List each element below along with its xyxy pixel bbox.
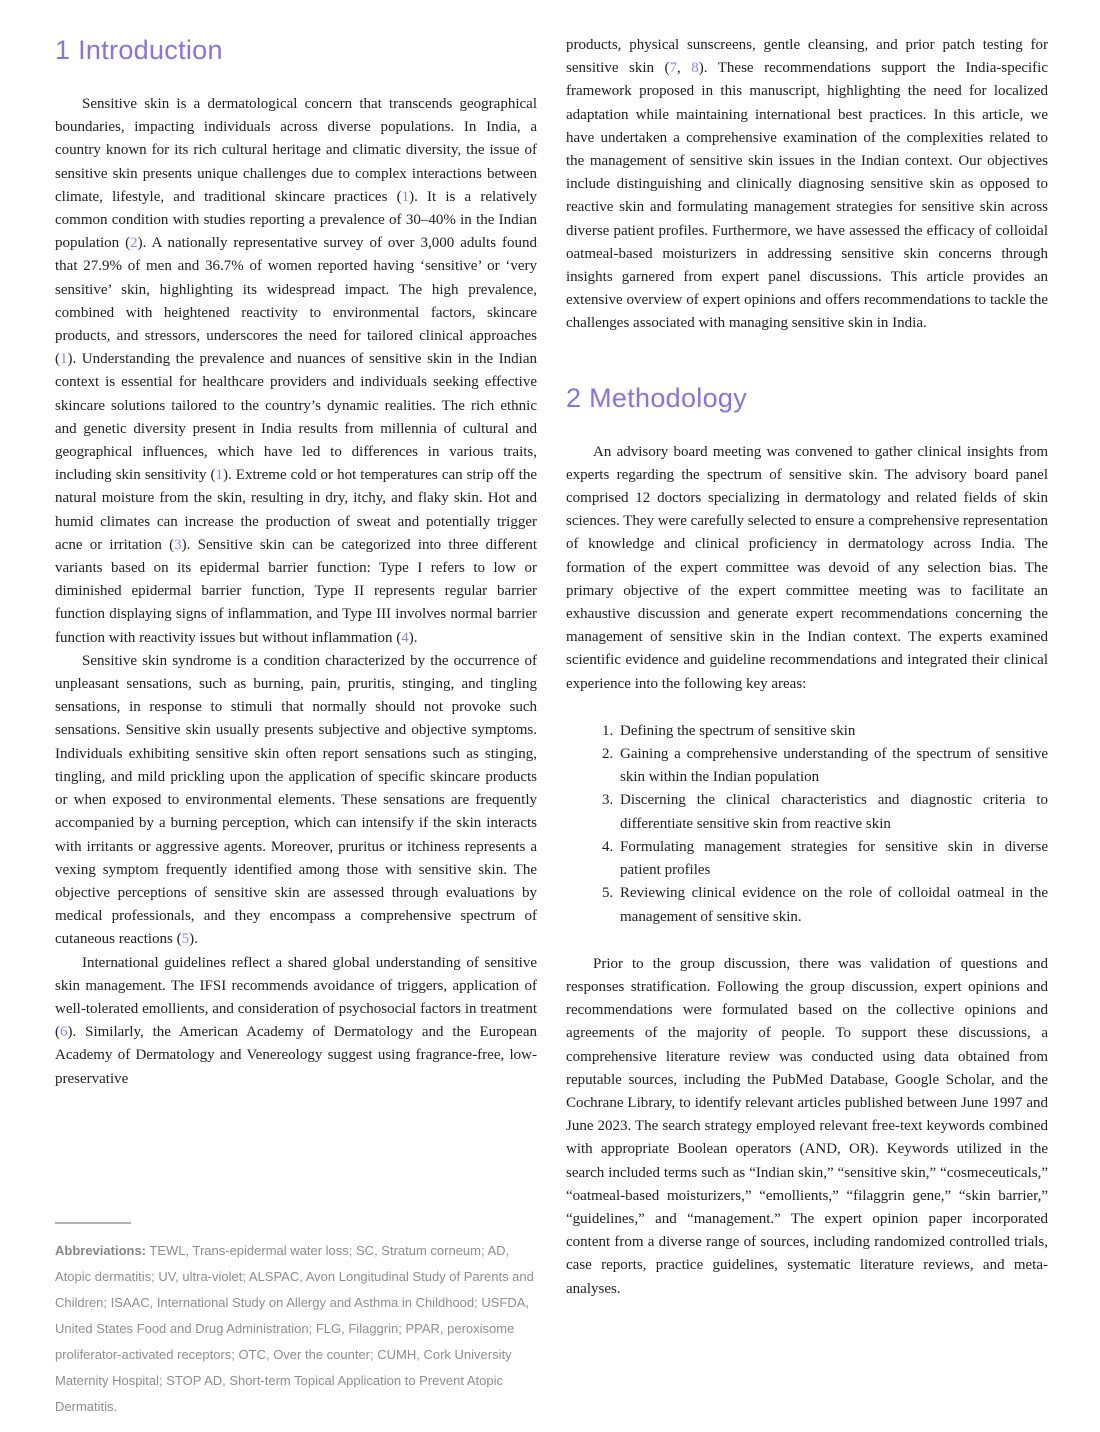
key-area-item-1: 1. Defining the spectrum of sensitive skin <box>617 720 1048 743</box>
left-column <box>55 34 537 1432</box>
introduction-paragraph-3 <box>55 952 537 1091</box>
abbreviations-body: TEWL, Trans-epidermal water loss; SC, Stratum corneum; AD, Atopic dermatitis; UV, ultra-violet; ALSPAC, Avon Longitudinal Study of Parents and Children; ISAAC, International Study on Allergy and Asthma in Childhood; USFDA, United States Food and Drug Administration; FLG, Filaggrin; PPAR, peroxisome proliferator-activated receptors; OTC, Over the counter; CUMH, Cork University Maternity Hospital; STOP AD, Short-term Topical Application to Prevent Atopic Dermatitis. <box>55 1243 534 1414</box>
section-heading-methodology: 2 Methodology <box>566 382 748 413</box>
text-run: ). These recommendations support the India-specific framework proposed in this manuscript, highlighting the need for localized adaptation while maintaining international best practices. In this article, we have undertaken a comprehensive examination of the complexities related to the management of sensitive skin issues in the Indian context. Our objectives include distinguishing and clinically diagnosing sensitive skin as opposed to reactive skin and formulating management strategies for sensitive skin across diverse patient profiles. Furthermore, we have assessed the efficacy of colloidal oatmeal-based moisturizers in addressing sensitive skin concerns through insights garnered from expert panel discussions. This article provides an extensive overview of expert opinions and offers recommendations to tackle the challenges associated with managing sensitive skin in India. <box>566 60 1049 332</box>
key-area-item-2: 2. Gaining a comprehensive understanding of the spectrum of sensitive skin within the Indian population <box>617 743 1048 789</box>
key-area-item-5: 5. Reviewing clinical evidence on the role of colloidal oatmeal in the management of sensitive skin. <box>617 882 1048 928</box>
abbreviations-label: Abbreviations: <box>55 1243 147 1258</box>
citation-link[interactable]: 3 <box>174 536 182 553</box>
abbreviations-text <box>55 1238 537 1420</box>
key-areas-list <box>566 720 1048 929</box>
text-run: ). <box>408 629 418 646</box>
closing-paragraph <box>566 953 1048 1301</box>
footnote-divider <box>55 1222 131 1224</box>
introduction-paragraph-1 <box>55 93 537 650</box>
citation-link[interactable]: 1 <box>401 188 410 205</box>
text-run: International guidelines reflect a shared global understanding of sensitive skin management. The IFSI recommends avoidance of triggers, application of well-tolerated emollients, and consideration of psychosocial factors in treatment ( <box>55 954 537 1041</box>
citation-link[interactable]: 1 <box>60 351 68 368</box>
citation-link[interactable]: 4 <box>401 629 409 646</box>
methodology-paragraph <box>566 441 1048 696</box>
key-area-item-3: 3. Discerning the clinical characteristics and diagnostic criteria to differentiate sensitive skin from reactive skin <box>617 789 1048 835</box>
key-area-item-4: 4. Formulating management strategies for sensitive skin in diverse patient profiles <box>617 836 1048 882</box>
citation-link[interactable]: 5 <box>181 931 190 948</box>
text-run: products, physical sunscreens, gentle cleansing, and prior patch testing for sensitive skin ( <box>566 37 1048 77</box>
text-run: ). Extreme cold or hot temperatures can strip off the natural moisture from the skin, resulting in dry, itchy, and flaky skin. Hot and humid climates can increase the production of sweat and potentially trigger acne or irritation ( <box>55 467 537 553</box>
continuation-paragraph <box>566 34 1048 336</box>
citation-link[interactable]: 6 <box>60 1024 68 1041</box>
text-run: ). Similarly, the American Academy of Dermatology and the European Academy of Dermatology and Venereology suggest using fragrance-free, low-preservative <box>55 1024 537 1087</box>
text-run: ). <box>189 931 198 948</box>
text-run: Sensitive skin syndrome is a condition characterized by the occurrence of unpleasant sensations, such as burning, pain, pruritis, stinging, and tingling sensations, in response to stimuli that normally should not provoke such sensations. Sensitive skin usually presents subjective and objective symptoms. Individuals exhibiting sensitive skin often report sensations such as stinging, tingling, and mild prickling upon the application of specific skincare products or when exposed to environmental elements. These sensations are frequently accompanied by a burning perception, which can intensify if the skin interacts with irritants or aggressive agents. Moreover, pruritus or itchiness represents a vexing symptom frequently identified among those with sensitive skin. The objective perceptions of sensitive skin are assessed through evaluations by medical professionals, and they encompass a comprehensive spectrum of cutaneous reactions ( <box>55 652 537 948</box>
text-run: ). A nationally representative survey of over 3,000 adults found that 27.9% of men and 36.7% of women reported having ‘sensitive’ or ‘very sensitive’ skin, highlighting its widespread impact. The high prevalence, combined with heightened reactivity to environmental factors, skincare products, and stressors, underscores the need for tailored clinical approaches ( <box>55 235 537 368</box>
text-run: Sensitive skin is a dermatological concern that transcends geographical boundaries, impacting individuals across diverse populations. In India, a country known for its rich cultural heritage and climatic diversity, the issue of sensitive skin presents unique challenges due to complex interactions between climate, lifestyle, and traditional skincare practices ( <box>55 96 537 205</box>
section-heading-introduction: 1 Introduction <box>55 35 223 65</box>
text-run: ). It is a relatively common condition with studies reporting a prevalence of 30–40% in the Indian population ( <box>55 188 537 252</box>
text-run: ). Sensitive skin can be categorized into three different variants based on its epidermal barrier function: Type I refers to low or diminished epidermal barrier function, Type II represents regular barrier function displaying signs of inflammation, and Type III involves normal barrier function with reactivity issues but without inflammation ( <box>55 536 537 646</box>
text-run: ). Understanding the prevalence and nuances of sensitive skin in the Indian context is essential for healthcare providers and individuals seeking effective skincare solutions tailored to the country’s dynamic realities. The rich ethnic and genetic diversity present in India results from millennia of cultural and geographical influences, which have led to differences in various traits, including skin sensitivity ( <box>55 351 537 484</box>
introduction-paragraph-2 <box>55 650 537 952</box>
text-run: , <box>677 60 692 77</box>
citation-link[interactable]: 8 <box>691 60 699 77</box>
citation-link[interactable]: 1 <box>215 467 223 484</box>
abbreviations-footnote <box>55 1222 537 1432</box>
right-column <box>566 34 1048 1432</box>
text-run: An advisory board meeting was convened to gather clinical insights from experts regarding the spectrum of sensitive skin. The advisory board panel comprised 12 doctors specializing in dermatology and related fields of skin sciences. They were carefully selected to ensure a comprehensive representation of knowledge and clinical proficiency in dermatology across India. The formation of the expert committee was devoid of any selection bias. The primary objective of the expert committee meeting was to facilitate an exhaustive discussion and generate expert recommendations concerning the management of sensitive skin in the Indian context. The experts examined scientific evidence and guideline recommendations and integrated their clinical experience into the following key areas: <box>566 443 1048 692</box>
text-run: Prior to the group discussion, there was validation of questions and responses stratification. Following the group discussion, expert opinions and recommendations were formulated based on the collective opinions and agreements of the majority of people. To support these discussions, a comprehensive literature review was conducted using data obtained from reputable sources, including the PubMed Database, Google Scholar, and the Cochrane Library, to identify relevant articles published between June 1997 and June 2023. The search strategy employed relevant free-text keywords combined with appropriate Boolean operators (AND, OR). Keywords utilized in the search included terms such as “Indian skin,” “sensitive skin,” “cosmeceuticals,” “oatmeal-based moisturizers,” “emollients,” “filaggrin gene,” “skin barrier,” “guidelines,” and “management.” The expert opinion paper incorporated content from a diverse range of sources, including randomized controlled trials, case reports, practice guidelines, systematic literature reviews, and meta-analyses. <box>566 955 1048 1297</box>
citation-link[interactable]: 2 <box>130 235 138 252</box>
citation-link[interactable]: 7 <box>669 60 678 77</box>
